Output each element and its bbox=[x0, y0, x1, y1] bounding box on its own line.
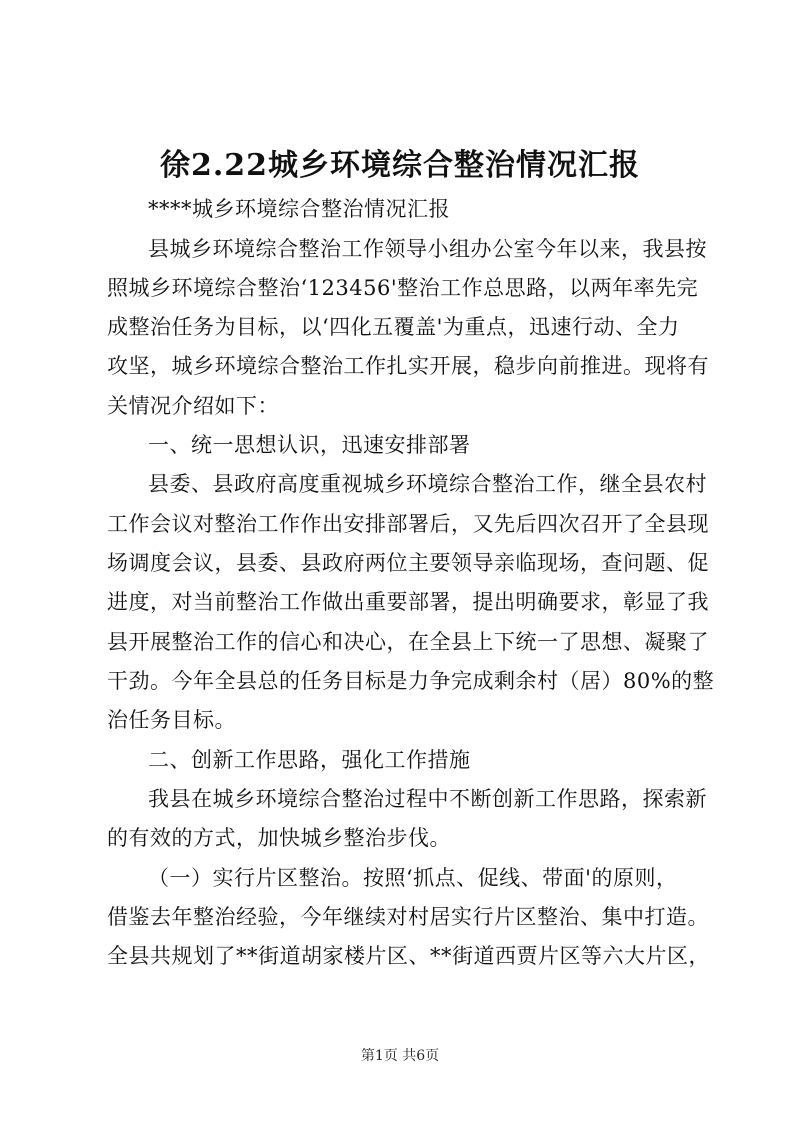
body-line-14: 治任务目标。 bbox=[107, 708, 236, 732]
body-line-12: 县开展整治工作的信心和决心，在全县上下统一了思想、凝聚了 bbox=[107, 630, 709, 654]
body-line-1: ****城乡环境综合整治情况汇报 bbox=[148, 197, 450, 221]
page-footer: 第1页 共6页 bbox=[360, 1048, 440, 1064]
body-line-13: 干劲。今年全县总的任务目标是力争完成剩余村（居）80%的整 bbox=[107, 669, 715, 693]
body-line-4: 成整治任务为目标，以‘四化五覆盖'为重点，迅速行动、全力 bbox=[107, 315, 680, 339]
body-line-19: 借鉴去年整治经验，今年继续对村居实行片区整治、集中打造。 bbox=[107, 905, 709, 929]
body-line-8: 县委、县政府高度重视城乡环境综合整治工作，继全县农村 bbox=[148, 472, 707, 496]
page-title: 徐2.22城乡环境综合整治情况汇报 bbox=[159, 148, 641, 183]
subsection-line-1: （一）实行片区整治。按照‘抓点、促线、带面'的原则， bbox=[148, 866, 678, 890]
body-line-17: 的有效的方式，加快城乡整治步伐。 bbox=[107, 826, 451, 850]
body-line-16: 我县在城乡环境综合整治过程中不断创新工作思路，探索新 bbox=[148, 787, 707, 811]
body-line-2: 县城乡环境综合整治工作领导小组办公室今年以来，我县按 bbox=[148, 237, 707, 261]
body-line-20: 全县共规划了**街道胡家楼片区、**街道西贾片区等六大片区， bbox=[107, 944, 710, 968]
body-line-9: 工作会议对整治工作作出安排部署后，又先后四次召开了全县现 bbox=[107, 512, 709, 536]
body-line-10: 场调度会议，县委、县政府两位主要领导亲临现场，查问题、促 bbox=[107, 551, 709, 575]
section-heading-2: 二、创新工作思路，强化工作措施 bbox=[148, 748, 471, 772]
body-line-6: 关情况介绍如下： bbox=[107, 394, 279, 418]
body-line-11: 进度，对当前整治工作做出重要部署，提出明确要求，彰显了我 bbox=[107, 590, 709, 614]
body-line-5: 攻坚，城乡环境综合整治工作扎实开展，稳步向前推进。现将有 bbox=[107, 354, 709, 378]
section-heading-1: 一、统一思想认识，迅速安排部署 bbox=[148, 433, 471, 457]
body-line-3: 照城乡环境综合整治‘123456'整治工作总思路，以两年率先完 bbox=[107, 276, 699, 300]
